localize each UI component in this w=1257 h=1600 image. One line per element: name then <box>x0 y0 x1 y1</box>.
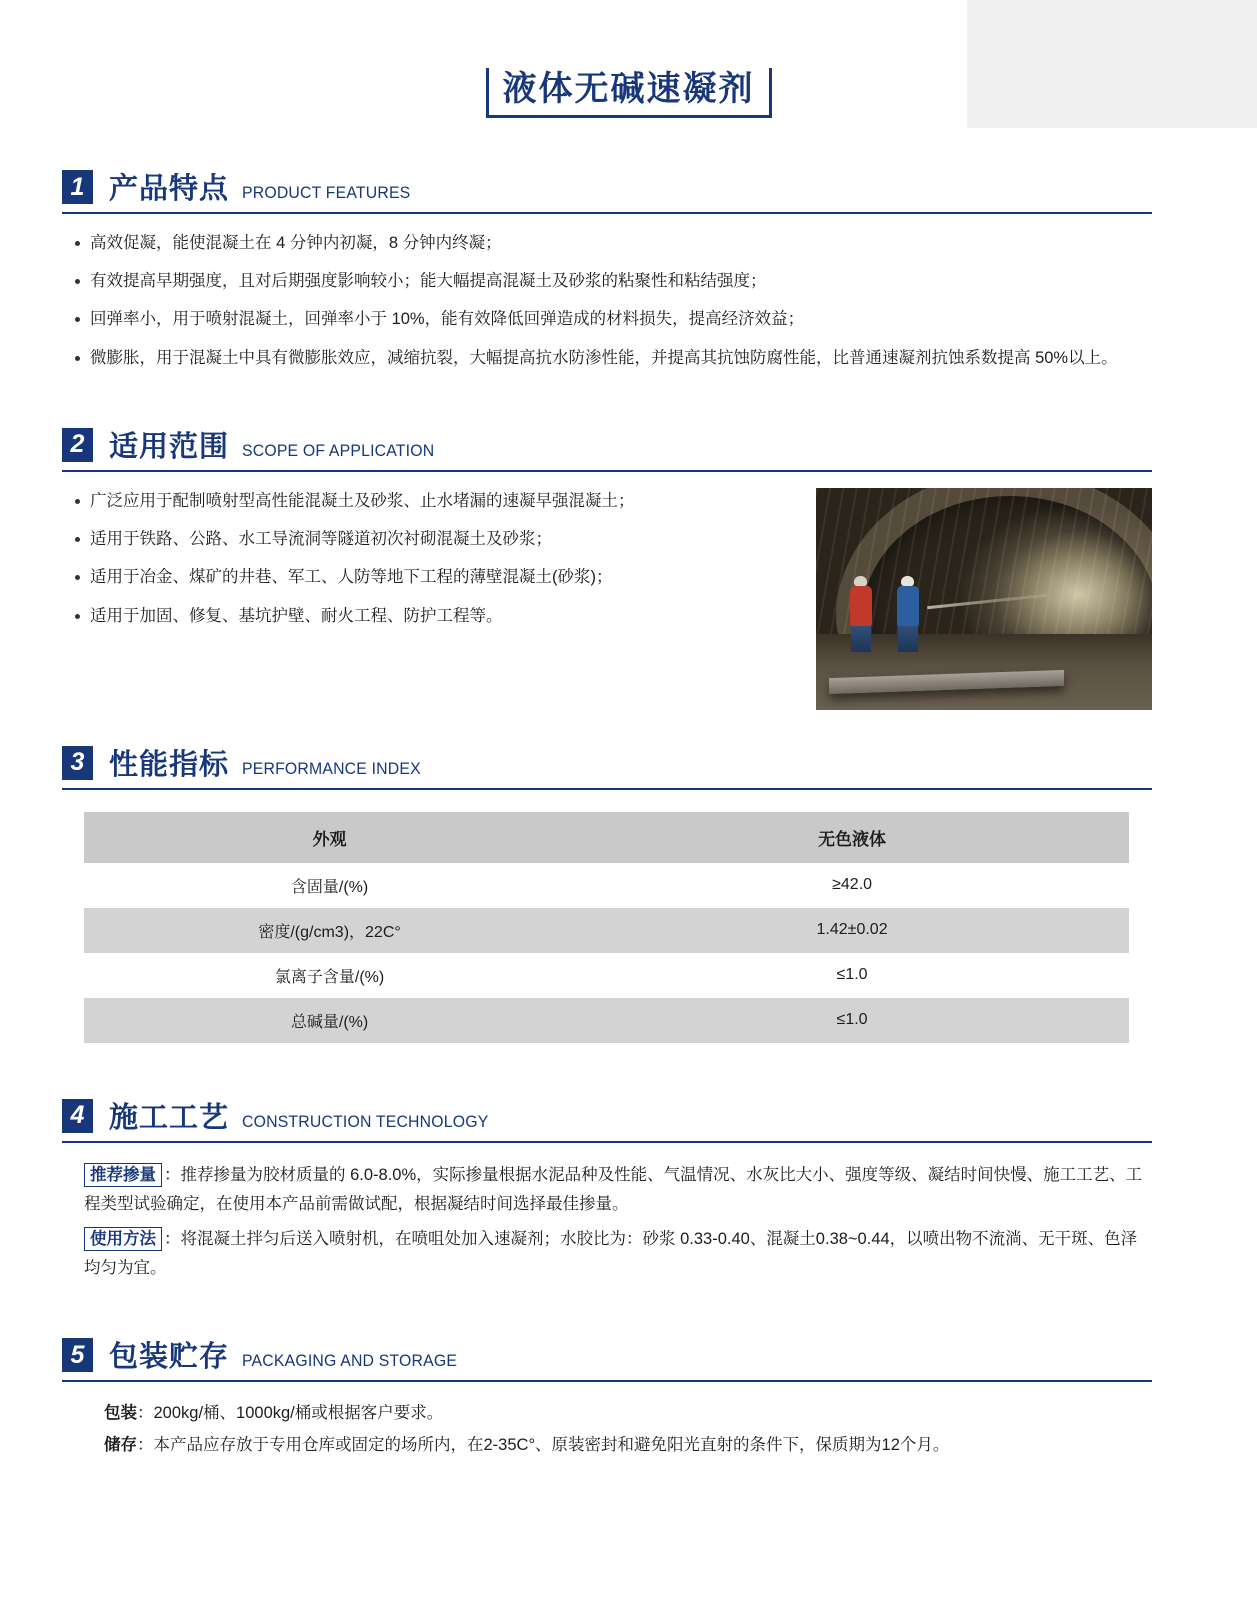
table-cell-name: 外观 <box>84 812 575 863</box>
list-item: 有效提高早期强度，且对后期强度影响较小；能大幅提高混凝土及砂浆的粘聚性和粘结强度； <box>62 268 1152 295</box>
worker-figure <box>897 576 919 652</box>
usage-text: ：将混凝土拌匀后送入喷射机，在喷咀处加入速凝剂；水胶比为：砂浆 0.33-0.40、混凝土0.38~0.44，以喷出物不流淌、无干斑、色泽均匀为宜。 <box>84 1229 1138 1277</box>
construction-text <box>62 1161 1152 1283</box>
worker-legs <box>898 626 918 652</box>
usage-tag: 使用方法 <box>84 1227 162 1251</box>
section-header <box>62 170 1152 210</box>
table-cell-name: 密度/(g/cm3)，22C° <box>84 908 575 953</box>
worker-body <box>897 586 919 626</box>
section-header <box>62 428 1152 468</box>
section-title-en: SCOPE OF APPLICATION <box>242 440 435 460</box>
section-number-badge: 5 <box>62 1338 93 1372</box>
table-row <box>84 812 1129 863</box>
packaging-line <box>104 1398 1152 1429</box>
tunnel-shotcrete-photo <box>816 488 1152 710</box>
section-performance-index <box>62 746 1152 1043</box>
section-number-badge: 3 <box>62 746 93 780</box>
section-title-en: PACKAGING AND STORAGE <box>242 1351 458 1371</box>
section-header <box>62 1338 1152 1378</box>
section-title-en: PRODUCT FEATURES <box>242 183 411 202</box>
section-title-cn: 性能指标 <box>109 748 230 781</box>
table-row <box>84 953 1129 998</box>
section-number-badge: 2 <box>62 428 93 462</box>
table-cell-value: ≥42.0 <box>575 863 1129 908</box>
usage-paragraph <box>62 1225 1152 1283</box>
feature-list <box>62 230 1152 372</box>
worker-legs <box>851 626 871 652</box>
page-title-wrap <box>0 68 1257 118</box>
packaging-label: 包装 <box>104 1404 137 1423</box>
section-header <box>62 746 1152 786</box>
section-construction-technology <box>62 1099 1152 1283</box>
table-cell-value: 无色液体 <box>575 812 1129 863</box>
list-item: 适用于冶金、煤矿的井巷、军工、人防等地下工程的薄壁混凝土(砂浆)； <box>62 564 800 591</box>
section-packaging-and-storage <box>62 1338 1152 1461</box>
table-cell-value: ≤1.0 <box>575 953 1129 998</box>
section-divider <box>62 212 1152 214</box>
section-scope-of-application <box>62 428 1152 710</box>
section-title-cn: 施工工艺 <box>109 1101 230 1134</box>
section-title-cn: 适用范围 <box>109 430 230 463</box>
document-body <box>62 170 1152 1471</box>
table-row <box>84 863 1129 908</box>
list-item: 回弹率小，用于喷射混凝土，回弹率小于 10%，能有效降低回弹造成的材料损失，提高经济效益； <box>62 306 1152 333</box>
section-title-cn: 包装贮存 <box>109 1341 230 1374</box>
list-item: 适用于铁路、公路、水工导流洞等隧道初次衬砌混凝土及砂浆； <box>62 526 800 553</box>
worker-figure <box>850 576 872 652</box>
packaging-text <box>62 1398 1152 1461</box>
section-product-features <box>62 170 1152 372</box>
section-title-en: PERFORMANCE INDEX <box>242 758 421 778</box>
table-cell-name: 含固量/(%) <box>84 863 575 908</box>
section-divider <box>62 1141 1152 1143</box>
table-cell-name: 总碱量/(%) <box>84 998 575 1043</box>
section-divider <box>62 1380 1152 1382</box>
packaging-value: ：200kg/桶、1000kg/桶或根据客户要求。 <box>137 1404 444 1423</box>
scope-list <box>62 488 800 630</box>
scope-row <box>62 472 1152 710</box>
list-item: 微膨胀，用于混凝土中具有微膨胀效应，减缩抗裂，大幅提高抗水防渗性能，并提高其抗蚀防腐性能，比普通速凝剂抗蚀系数提高 50%以上。 <box>62 345 1152 372</box>
section-header <box>62 1099 1152 1139</box>
dosage-text: ：推荐掺量为胶材质量的 6.0-8.0%，实际掺量根据水泥品种及性能、气温情况、水灰比大小、强度等级、凝结时间快慢、施工工艺、工程类型试验确定，在使用本产品前需做试配，根据凝结时间选择最佳掺量。 <box>84 1165 1143 1213</box>
dosage-tag: 推荐掺量 <box>84 1163 162 1187</box>
table-cell-value: 1.42±0.02 <box>575 908 1129 953</box>
list-item: 高效促凝，能使混凝土在 4 分钟内初凝，8 分钟内终凝； <box>62 230 1152 257</box>
storage-line <box>104 1430 1152 1461</box>
dosage-paragraph <box>62 1161 1152 1219</box>
table-cell-name: 氯离子含量/(%) <box>84 953 575 998</box>
section-title-cn: 产品特点 <box>109 173 230 205</box>
list-item: 广泛应用于配制喷射型高性能混凝土及砂浆、止水堵漏的速凝早强混凝土； <box>62 488 800 515</box>
worker-body <box>850 586 872 626</box>
section-number-badge: 1 <box>62 170 93 204</box>
section-divider <box>62 788 1152 790</box>
storage-value: ：本产品应存放于专用仓库或固定的场所内，在2-35C°、原装密封和避免阳光直射的条件下，保质期为12个月。 <box>137 1435 950 1454</box>
table-row <box>84 998 1129 1043</box>
performance-table <box>84 812 1129 1043</box>
helmet-icon <box>901 576 914 586</box>
section-title-en: CONSTRUCTION TECHNOLOGY <box>242 1111 489 1131</box>
helmet-icon <box>854 576 867 586</box>
list-item: 适用于加固、修复、基坑护壁、耐火工程、防护工程等。 <box>62 603 800 630</box>
storage-label: 储存 <box>104 1435 137 1454</box>
table-cell-value: ≤1.0 <box>575 998 1129 1043</box>
section-number-badge: 4 <box>62 1099 93 1133</box>
page-title: 液体无碱速凝剂 <box>486 68 772 118</box>
scope-text <box>62 472 800 641</box>
table-row <box>84 908 1129 953</box>
